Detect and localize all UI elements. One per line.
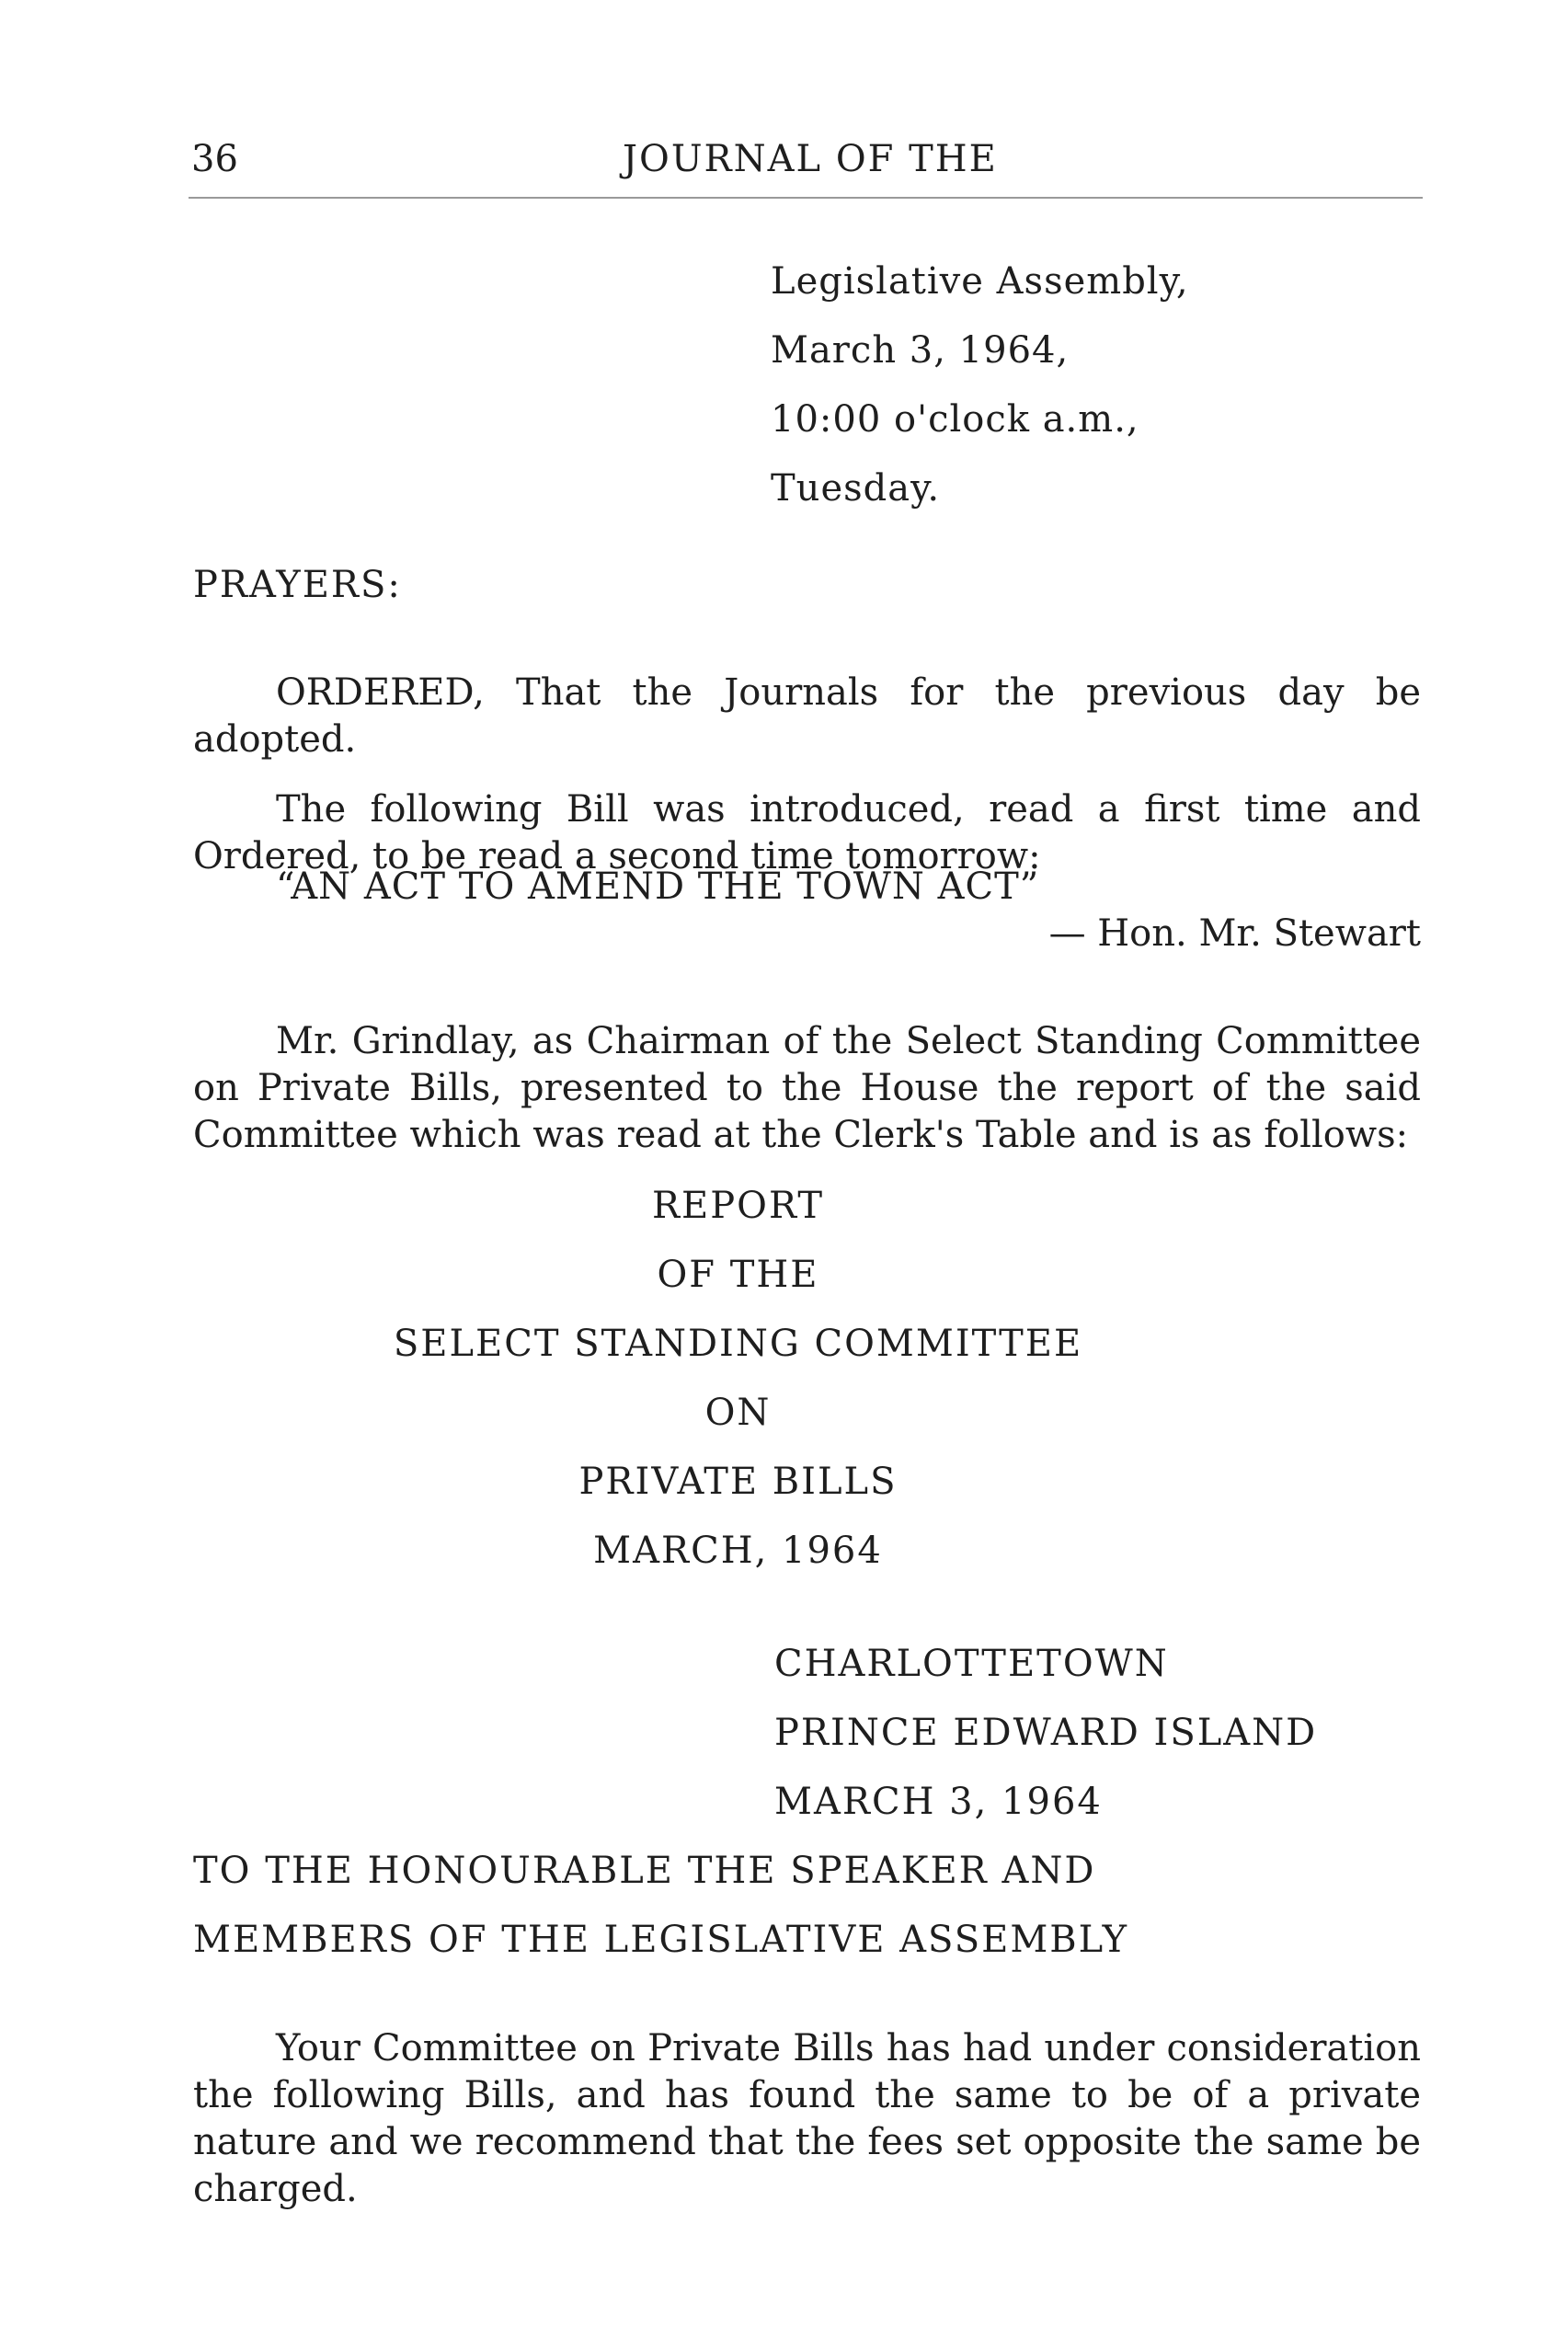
report-heading-line: ON — [704, 1392, 772, 1434]
address-line: TO THE HONOURABLE THE SPEAKER AND — [193, 1850, 1096, 1892]
report-heading-line: PRIVATE BILLS — [578, 1461, 898, 1503]
header-rule — [189, 197, 1423, 199]
committee-paragraph: Your Committee on Private Bills has had under consideration the following Bills, and has found the same to be of a private nature and we recommend that the fees set opposite the same be charged. — [193, 2027, 1421, 2210]
place-date: MARCH 3, 1964 — [774, 1781, 1103, 1823]
place-province: PRINCE EDWARD ISLAND — [774, 1712, 1318, 1754]
bill-title: “AN ACT TO AMEND THE TOWN ACT” — [276, 865, 1040, 908]
report-heading-date: MARCH, 1964 — [593, 1530, 883, 1572]
report-heading-line: OF THE — [657, 1254, 819, 1296]
running-title: JOURNAL OF THE — [623, 138, 998, 180]
report-heading-line: REPORT — [651, 1185, 825, 1227]
bill-sponsor: — Hon. Mr. Stewart — [1048, 912, 1421, 955]
dateline-day: Tuesday. — [771, 467, 941, 510]
dateline-time: 10:00 o'clock a.m., — [771, 398, 1139, 441]
place-city: CHARLOTTETOWN — [774, 1643, 1169, 1685]
grindlay-paragraph: Mr. Grindlay, as Chairman of the Select Standing Committee on Private Bills, presented to the House the report of the said Committee which was read at the Clerk's Table and is as follows: — [193, 1020, 1421, 1156]
page-number: 36 — [191, 138, 238, 180]
bill-intro-paragraph: The following Bill was introduced, read a first time and Ordered, to be read a second time tomorrow: — [193, 788, 1421, 877]
dateline-date: March 3, 1964, — [771, 329, 1070, 372]
ordered-paragraph: ORDERED, That the Journals for the previous day be adopted. — [193, 671, 1421, 761]
address-line: MEMBERS OF THE LEGISLATIVE ASSEMBLY — [193, 1919, 1129, 1961]
prayers-heading: PRAYERS: — [193, 564, 402, 606]
report-heading-line: SELECT STANDING COMMITTEE — [393, 1323, 1083, 1365]
dateline-assembly: Legislative Assembly, — [771, 260, 1189, 303]
